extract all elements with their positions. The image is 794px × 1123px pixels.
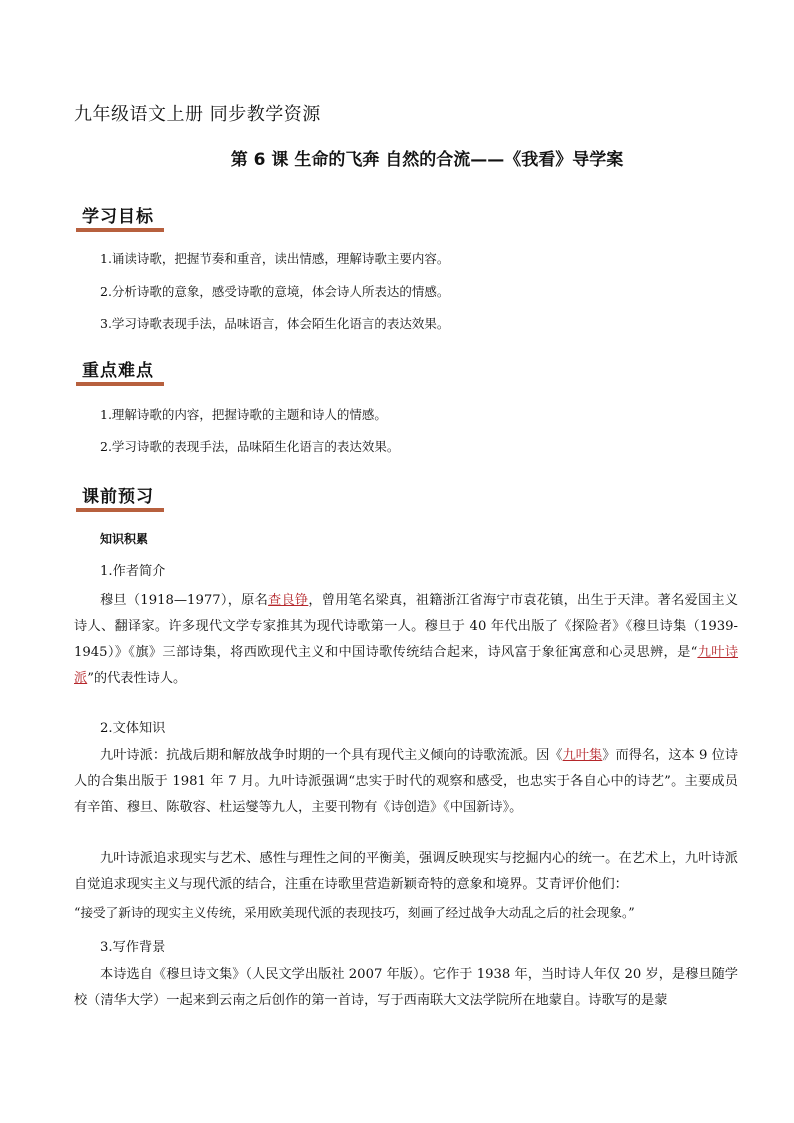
title-text: 第 6 课 生命的飞奔 自然的合流——《我看》导学案 (230, 150, 624, 170)
goal-item: 1.诵读诗歌，把握节奏和重音，读出情感，理解诗歌主要内容。 (100, 251, 450, 266)
section-underline-bar (76, 508, 164, 512)
genre-heading: 2.文体知识 (100, 721, 166, 736)
text-run: 穆旦（1918—1977），原名 (100, 593, 269, 608)
section-goals-heading (76, 202, 164, 228)
section-underline-bar (76, 382, 164, 386)
background-paragraph: 本诗选自《穆旦诗文集》（人民文学出版社 2007 年版）。它作于 1938 年，当时诗人年仅 20 岁，是穆旦随学校（清华大学）一起来到云南之后创作的第一首诗，写于西南联大文法学院所在地蒙自。诗歌写的是蒙 (74, 967, 738, 1008)
subsection-heading: 知识积累 (100, 532, 149, 546)
author-heading: 1.作者简介 (100, 564, 166, 579)
section-goals-label: 学习目标 (82, 207, 154, 227)
section-underline-bar (76, 228, 164, 232)
section-preview-label: 课前预习 (82, 487, 154, 507)
section-key-heading (76, 356, 164, 382)
text-run: 九叶诗派：抗战后期和解放战争时期的一个具有现代主义倾向的诗歌流派。因《 (100, 748, 563, 763)
page-title (0, 145, 794, 170)
quote-paragraph: “接受了新诗的现实主义传统，采用欧美现代派的表现技巧，刻画了经过战争大动乱之后的社会现象。” (74, 905, 635, 920)
key-item: 1.理解诗歌的内容，把握诗歌的主题和诗人的情感。 (100, 407, 387, 422)
text-run: ，曾用笔名梁真，祖籍浙江省海宁市袁花镇，出生于天津。著名爱国主义诗人、翻译家。许多现代文学专家推其为现代诗歌第一人。穆旦于 40 年代出版了《探险者》《穆旦诗集（1939-1945）》《旗》三部诗集，将西欧现代主义和中国诗歌传统结合起来，诗风富于象征寓意和心灵思辨，是“ (74, 593, 739, 660)
background-heading: 3.写作背景 (100, 940, 166, 955)
link-poetry-school[interactable]: 九叶诗派 (74, 645, 739, 686)
genre-paragraph-2: 九叶诗派追求现实与艺术、感性与理性之间的平衡美，强调反映现实与挖掘内心的统一。在艺术上，九叶诗派自觉追求现实主义与现代派的结合，注重在诗歌里营造新颖奇特的意象和境界。艾青评价他们： (74, 851, 738, 892)
section-preview-heading (76, 482, 164, 508)
author-paragraph (74, 588, 738, 692)
link-author-name[interactable]: 查良铮 (268, 593, 309, 608)
text-run: 》而得名，这本 9 位诗人的合集出版于 1981 年 7 月。九叶诗派强调“忠实于时代的观察和感受，也忠实于各自心中的诗艺”。主要成员有辛笛、穆旦、陈敬容、杜运燮等九人，主要刊物有《诗创造》《中国新诗》。 (74, 748, 739, 815)
page-header: 九年级语文上册 同步教学资源 (74, 104, 321, 125)
link-anthology[interactable]: 九叶集 (562, 748, 603, 763)
text-run: ”的代表性诗人。 (87, 671, 187, 686)
genre-paragraph (74, 743, 738, 821)
section-key-label: 重点难点 (82, 361, 154, 381)
goal-item: 2.分析诗歌的意象，感受诗歌的意境，体会诗人所表达的情感。 (100, 284, 450, 299)
key-item: 2.学习诗歌的表现手法，品味陌生化语言的表达效果。 (100, 439, 400, 454)
goal-item: 3.学习诗歌表现手法，品味语言，体会陌生化语言的表达效果。 (100, 316, 450, 331)
